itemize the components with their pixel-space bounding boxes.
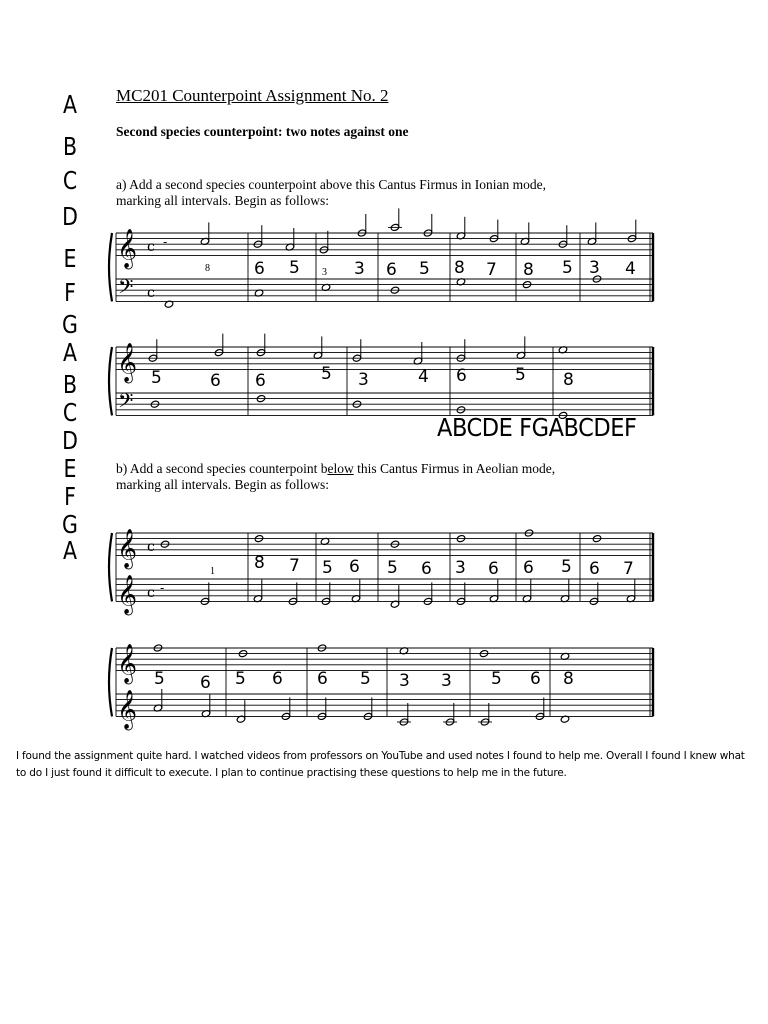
interval-number: 5 — [562, 258, 573, 278]
exercise-a-line2: marking all intervals. Begin as follows: — [116, 193, 329, 208]
margin-letter: D — [62, 202, 78, 231]
margin-letter: A — [62, 90, 78, 119]
margin-letter: E — [63, 244, 77, 273]
interval-number: 6 — [272, 669, 283, 689]
interval-number: 7 — [623, 559, 634, 579]
bass-clef: 𝄢 — [118, 274, 134, 303]
interval-number: 6 — [523, 558, 534, 578]
system-brace — [109, 347, 112, 415]
exercise-b-line2: marking all intervals. Begin as follows: — [116, 477, 329, 492]
interval-number: 5 — [235, 669, 246, 689]
interval-number: 1 — [210, 566, 215, 577]
handwritten-scale: ABCDE FGABCDEF — [437, 413, 637, 442]
exercise-b-line1-start: b) Add a second species counterpoint b — [116, 461, 328, 476]
interval-number: 8 — [563, 370, 574, 390]
interval-number: 6 — [589, 559, 600, 579]
treble-clef: 𝄞 — [117, 228, 138, 269]
common-time-signature: c — [147, 284, 155, 301]
below-underlined: elow — [327, 461, 354, 476]
half-rest: - — [163, 235, 168, 250]
interval-number: 4 — [625, 259, 636, 279]
common-time-signature: c — [147, 238, 155, 255]
interval-number: 6 — [254, 259, 265, 279]
margin-letter: G — [62, 510, 78, 539]
page-title: MC201 Counterpoint Assignment No. 2 — [116, 86, 389, 105]
exercise-b-line1-end: this Cantus Firmus in Aeolian mode, — [353, 461, 556, 476]
margin-letter: E — [63, 454, 77, 483]
interval-number: 5 — [322, 558, 333, 578]
interval-number: 6 — [255, 371, 266, 391]
margin-letter: F — [64, 482, 76, 511]
interval-number: 6 — [317, 669, 328, 689]
interval-number: 7 — [486, 260, 497, 280]
interval-number: 6 — [421, 559, 432, 579]
system-brace — [109, 533, 112, 601]
interval-number: 6 — [210, 371, 221, 391]
common-time-signature: c — [147, 538, 155, 555]
margin-letter: C — [62, 166, 78, 195]
interval-number: 6 — [456, 366, 467, 386]
exercise-a-line1: a) Add a second species counterpoint above this Cantus Firmus in Ionian mode, — [116, 177, 547, 192]
margin-letter: G — [62, 310, 78, 339]
margin-letter: B — [62, 132, 78, 161]
interval-number: 5 — [561, 557, 572, 577]
page-subtitle: Second species counterpoint: two notes against one — [116, 124, 409, 139]
interval-number: 8 — [563, 669, 574, 689]
interval-number: 8 — [454, 258, 465, 278]
interval-number: 3 — [399, 671, 410, 691]
margin-letter: A — [62, 536, 78, 565]
interval-number: 6 — [488, 559, 499, 579]
interval-number: 6 — [349, 557, 360, 577]
interval-number: 5 — [154, 669, 165, 689]
interval-number: 5 — [289, 258, 300, 278]
margin-letter: F — [64, 278, 76, 307]
treble-clef: 𝄞 — [117, 689, 138, 730]
treble-clef: 𝄞 — [117, 528, 138, 569]
interval-number: 3 — [441, 671, 452, 691]
bass-clef: 𝄢 — [118, 388, 134, 417]
treble-clef: 𝄞 — [117, 574, 138, 615]
interval-number: 6 — [386, 260, 397, 280]
interval-number: 5 — [387, 558, 398, 578]
interval-number: 8 — [523, 260, 534, 280]
common-time-signature: c — [147, 584, 155, 601]
system-brace — [109, 233, 112, 301]
reflection-note: I found the assignment quite hard. I watched videos from professors on YouTube and used notes I found to help me. Overall I found I knew what to do I just found it difficult to execute. I plan to continue practising these questions to help me in the future. — [16, 750, 745, 779]
interval-number: 5 — [360, 669, 371, 689]
interval-number: 5 — [321, 364, 332, 384]
treble-clef: 𝄞 — [117, 342, 138, 383]
treble-clef: 𝄞 — [117, 643, 138, 684]
interval-number: 3 — [354, 259, 365, 279]
interval-number: 5 — [151, 368, 162, 388]
interval-number: 5 — [491, 669, 502, 689]
margin-letter: D — [62, 426, 78, 455]
interval-number: 8 — [205, 263, 210, 274]
interval-number: 3 — [455, 558, 466, 578]
margin-letter: A — [62, 338, 78, 367]
interval-number: 7 — [289, 556, 300, 576]
system-brace — [109, 648, 112, 716]
interval-number: 3 — [322, 267, 327, 278]
interval-number: 5 — [419, 259, 430, 279]
margin-letter: C — [62, 398, 78, 427]
interval-number: 6 — [530, 669, 541, 689]
interval-number: 3 — [358, 370, 369, 390]
interval-number: 6 — [200, 673, 211, 693]
half-rest: - — [160, 581, 165, 596]
interval-number: 5 — [515, 365, 526, 385]
interval-number: 3 — [589, 258, 600, 278]
interval-number: 8 — [254, 553, 265, 573]
interval-number: 4 — [418, 367, 429, 387]
margin-letter: B — [62, 370, 78, 399]
